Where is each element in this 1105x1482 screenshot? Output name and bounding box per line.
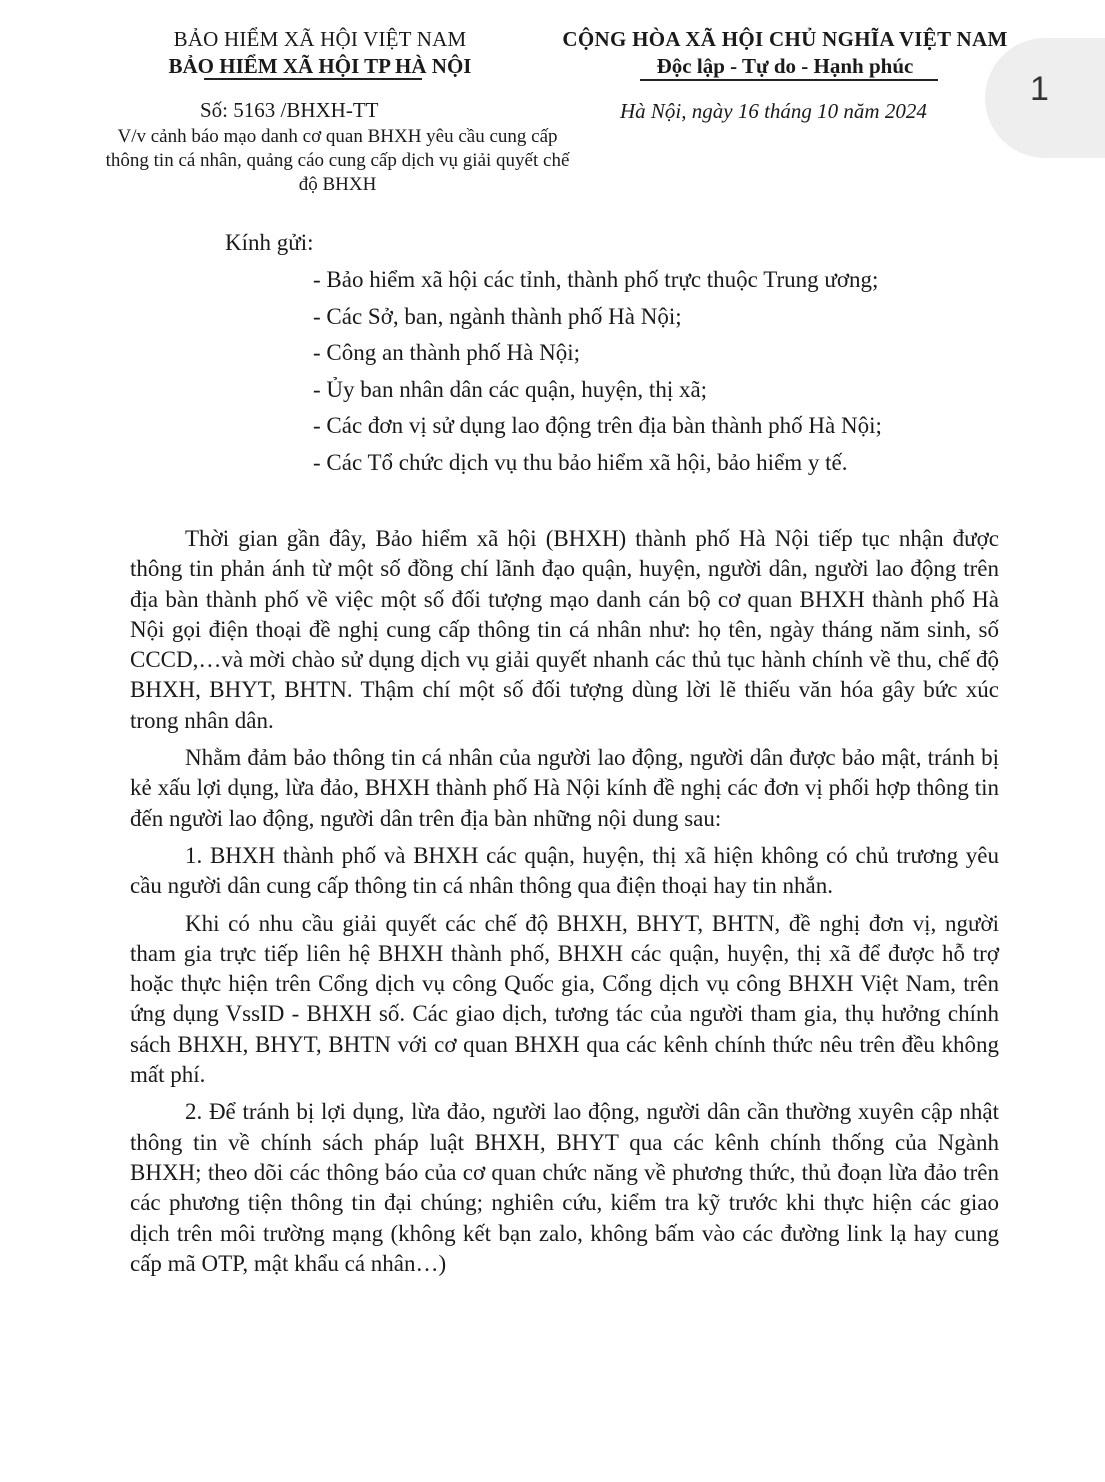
recipient-item: - Các Tổ chức dịch vụ thu bảo hiểm xã hội, bảo hiểm y tế. bbox=[313, 449, 848, 475]
recipient-item: - Bảo hiểm xã hội các tỉnh, thành phố trực thuộc Trung ương; bbox=[313, 267, 879, 292]
national-heading bbox=[525, 26, 1045, 80]
document-body bbox=[130, 524, 999, 1286]
authority-underline bbox=[204, 78, 422, 80]
recipient-item: - Các đơn vị sử dụng lao động trên địa bàn thành phố Hà Nội; bbox=[313, 413, 882, 438]
body-paragraph: 1. BHXH thành phố và BHXH các quận, huyện, thị xã hiện không có chủ trương yêu cầu người dân cung cấp thông tin cá nhân thông qua điện thoại hay tin nhắn. bbox=[130, 842, 999, 899]
national-motto: Độc lập - Tự do - Hạnh phúc bbox=[656, 54, 914, 78]
salutation: Kính gửi: bbox=[225, 230, 314, 255]
body-paragraph: Nhằm đảm bảo thông tin cá nhân của người lao động, người dân được bảo mật, tránh bị kẻ xấu lợi dụng, lừa đảo, BHXH thành phố Hà Nội kính đề nghị các đơn vị phối hợp thông tin đến người lao động, người dân trên địa bàn những nội dung sau: bbox=[130, 745, 999, 831]
issuing-organization: BẢO HIỂM XÃ HỘI TP HÀ NỘI bbox=[168, 54, 472, 78]
recipient-item: - Ủy ban nhân dân các quận, huyện, thị xã; bbox=[313, 376, 708, 402]
page-number: 1 bbox=[1030, 70, 1049, 108]
document-date: Hà Nội, ngày 16 tháng 10 năm 2024 bbox=[620, 99, 927, 123]
body-paragraph: 2. Để tránh bị lợi dụng, lừa đảo, người lao động, người dân cần thường xuyên cập nhật thông tin về chính sách pháp luật BHXH, BHYT qua các kênh chính thống của Ngành BHXH; theo dõi các thông báo của cơ quan chức năng về phương thức, thủ đoạn lừa đảo trên các phương tiện thông tin đại chúng; nghiên cứu, kiểm tra kỹ trước khi thực hiện các giao dịch trên môi trường mạng (không kết bạn zalo, không bấm vào các đường link lạ hay cung cấp mã OTP, mật khẩu cá nhân…) bbox=[130, 1099, 999, 1276]
body-paragraph: Khi có nhu cầu giải quyết các chế độ BHXH, BHYT, BHTN, đề nghị đơn vị, người tham gia trực tiếp liên hệ BHXH thành phố, BHXH các quận, huyện, thị xã để được hỗ trợ hoặc thực hiện trên Cổng dịch vụ công Quốc gia, Cổng dịch vụ công BHXH Việt Nam, trên ứng dụng VssID - BHXH số. Các giao dịch, tương tác của người tham gia, thụ hưởng chính sách BHXH, BHYT, BHTN với cơ quan BHXH qua các kênh chính thức nêu trên đều không mất phí. bbox=[130, 910, 999, 1088]
motto-underline bbox=[640, 79, 938, 81]
recipient-item: - Các Sở, ban, ngành thành phố Hà Nội; bbox=[313, 303, 682, 329]
recipient-list bbox=[313, 265, 882, 484]
recipient-item: - Công an thành phố Hà Nội; bbox=[313, 340, 581, 365]
issuing-authority bbox=[120, 26, 520, 80]
national-title: CỘNG HÒA XÃ HỘI CHỦ NGHĨA VIỆT NAM bbox=[562, 27, 1008, 51]
document-subject: V/v cảnh báo mạo danh cơ quan BHXH yêu cầu cung cấp thông tin cá nhân, quảng cáo cung cấp dịch vụ giải quyết chế độ BHXH bbox=[105, 126, 570, 195]
document-number: Số: 5163 /BHXH-TT bbox=[200, 98, 379, 122]
body-paragraph: Thời gian gần đây, Bảo hiểm xã hội (BHXH) thành phố Hà Nội tiếp tục nhận được thông tin phản ánh từ một số đồng chí lãnh đạo quận, huyện, người dân, người lao động trên địa bàn thành phố về việc một số đối tượng mạo danh cán bộ cơ quan BHXH thành phố Hà Nội gọi điện thoại đề nghị cung cấp thông tin cá nhân như: họ tên, ngày tháng năm sinh, số CCCD,…và mời chào sử dụng dịch vụ giải quyết nhanh các thủ tục hành chính về thu, chế độ BHXH, BHYT, BHTN. Thậm chí một số đối tượng dùng lời lẽ thiếu văn hóa gây bức xúc trong nhân dân. bbox=[130, 526, 999, 733]
parent-organization: BẢO HIỂM XÃ HỘI VIỆT NAM bbox=[173, 27, 467, 51]
